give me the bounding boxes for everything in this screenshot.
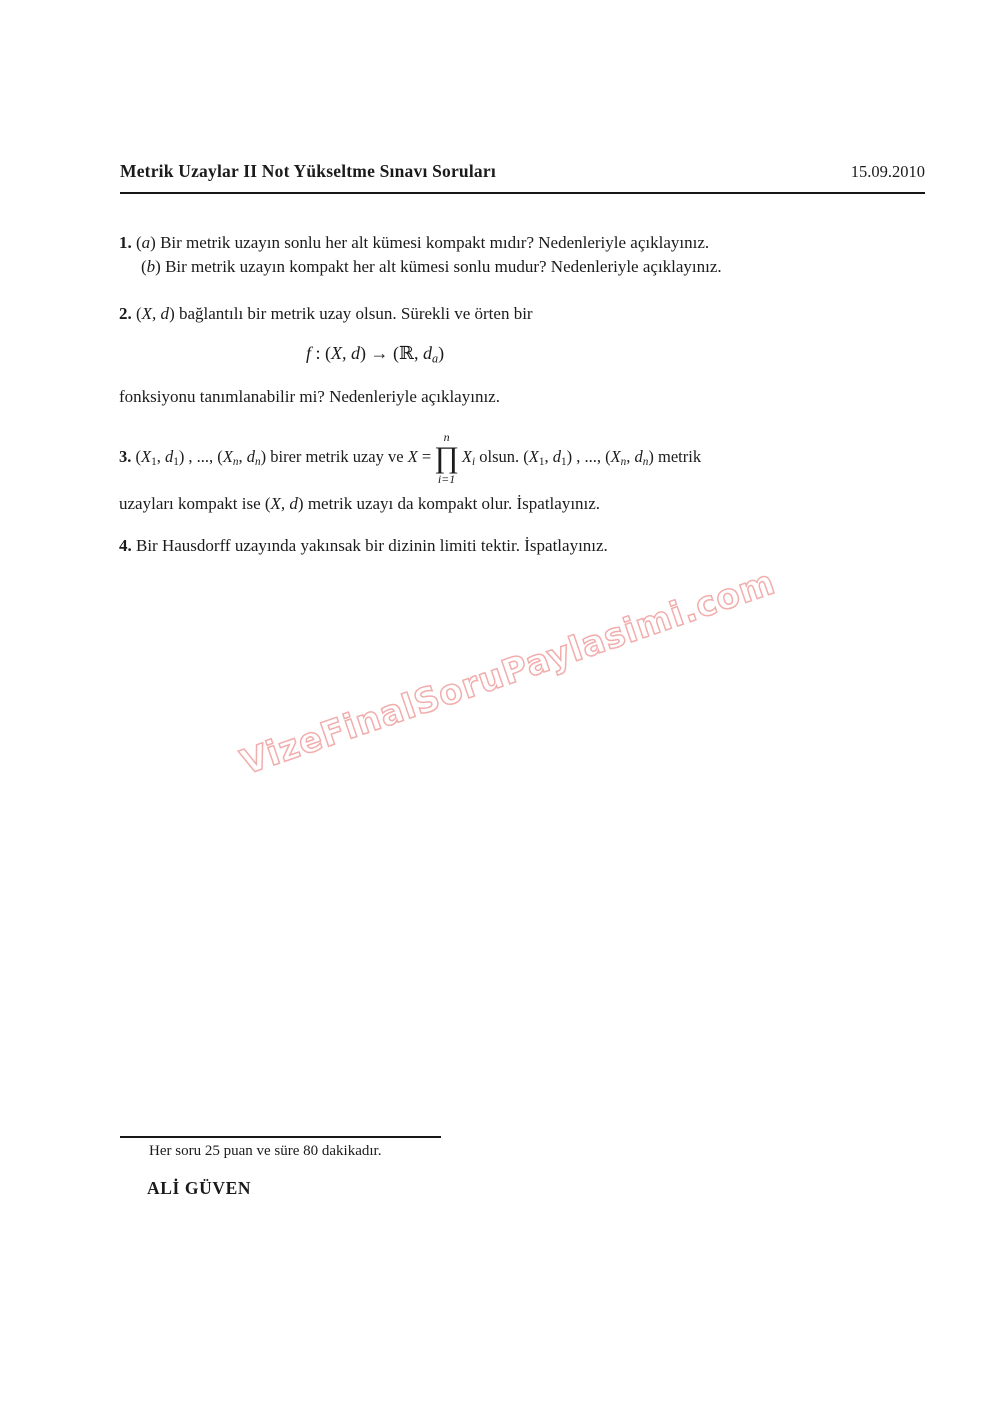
question-2-formula: f : (X, d) → (ℝ, da) xyxy=(306,343,445,366)
document-date: 15.09.2010 xyxy=(850,162,925,181)
question-2-outro: fonksiyonu tanımlanabilir mi? Nedenleriyle açıklayınız. xyxy=(119,387,500,406)
question-1-part-b: (b) Bir metrik uzayın kompakt her alt kümesi sonlu mudur? Nedenleriyle açıklayınız. xyxy=(141,257,722,276)
question-3-line-1 xyxy=(119,425,701,491)
product-operator-icon: ∏ xyxy=(434,440,459,474)
question-3-text-after-product: Xi olsun. (X1, d1) , ..., (Xn, dn) metrik xyxy=(461,447,702,469)
document-title: Metrik Uzaylar II Not Yükseltme Sınavı Soruları xyxy=(120,161,496,181)
watermark: VizeFinalSoruPaylasimi.com xyxy=(235,562,781,784)
question-4: 4. Bir Hausdorff uzayında yakınsak bir dizinin limiti tektir. İspatlayınız. xyxy=(119,536,608,555)
question-1-part-a: 1. (a) Bir metrik uzayın sonlu her alt kümesi kompakt mıdır? Nedenleriyle açıklayınız. xyxy=(119,233,710,252)
product-symbol xyxy=(434,431,459,486)
header xyxy=(120,161,925,182)
question-3-line-2: uzayları kompakt ise (X, d) metrik uzayı da kompakt olur. İspatlayınız. xyxy=(119,494,601,513)
header-divider xyxy=(120,192,925,194)
author-name: ALİ GÜVEN xyxy=(147,1178,252,1198)
footnote-divider xyxy=(120,1136,441,1138)
question-3-text-before-product: 3. (X1, d1) , ..., (Xn, dn) birer metrik uzay ve X = xyxy=(119,447,432,469)
product-upper-limit: n xyxy=(443,429,450,444)
footnote-text: Her soru 25 puan ve süre 80 dakikadır. xyxy=(149,1143,382,1159)
question-2-intro: 2. (X, d) bağlantılı bir metrik uzay olsun. Sürekli ve örten bir xyxy=(119,304,533,323)
product-lower-limit: i=1 xyxy=(437,472,456,487)
